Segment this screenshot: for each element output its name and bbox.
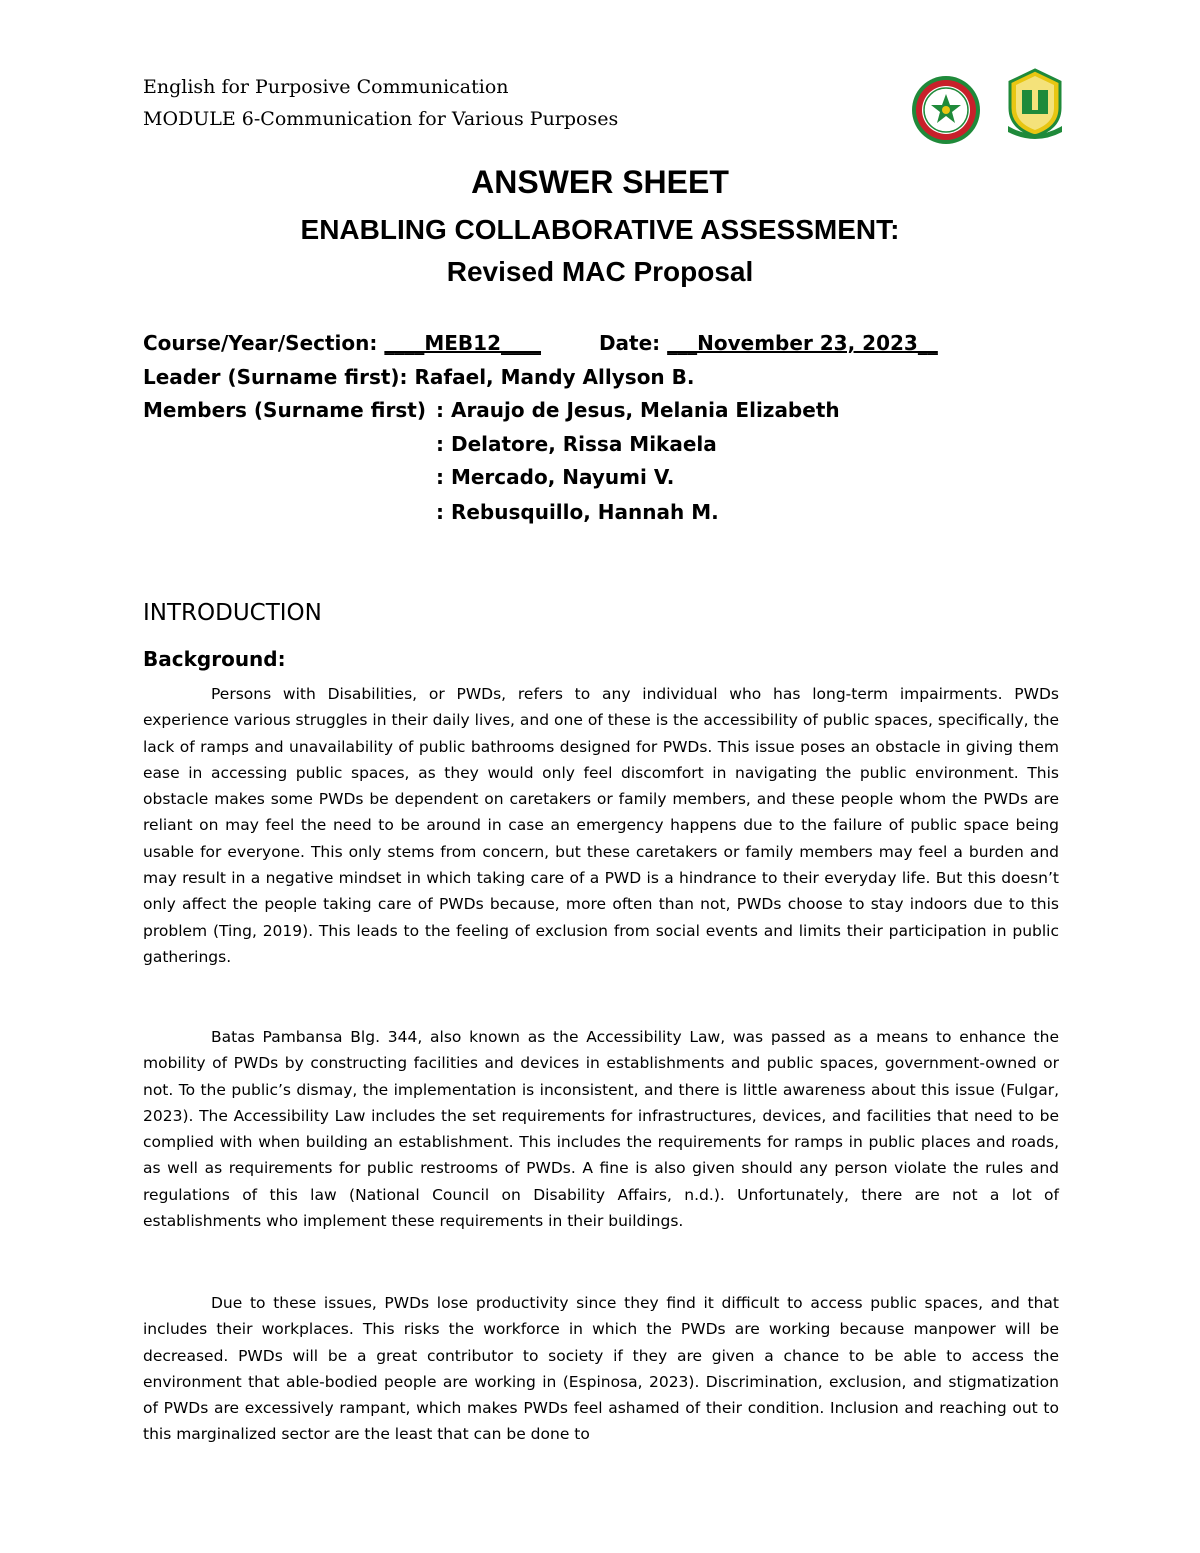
- date-label: Date:: [598, 331, 661, 355]
- member-name: : Rebusquillo, Hannah M.: [436, 500, 719, 524]
- leader-label: Leader (Surname first):: [143, 365, 408, 389]
- course-date-row: [143, 331, 938, 355]
- assessment-title: ENABLING COLLABORATIVE ASSESSMENT:: [300, 214, 900, 245]
- answer-sheet-title: ANSWER SHEET: [471, 164, 729, 200]
- section-heading: INTRODUCTION: [143, 600, 322, 626]
- body-paragraph: Due to these issues, PWDs lose productivity since they find it difficult to access public spaces, and that includes their workplaces. This risks the workforce in which the PWDs are working because manpower will be decreased. PWDs will be a great contributor to society if they are given a chance to be able to access the environment that able-bodied people are working in (Espinosa, 2023). Discrimination, exclusion, and stigmatization of PWDs are excessively rampant, which makes PWDs feel ashamed of their condition. Inclusion and reaching out to this marginalized sector are the least that can be done to: [143, 1294, 1059, 1444]
- body-paragraph: Batas Pambansa Blg. 344, also known as the Accessibility Law, was passed as a means to enhance the mobility of PWDs by constructing facilities and devices in establishments and public spaces, government-owned or not. To the public’s dismay, the implementation is inconsistent, and there is little awareness about this issue (Fulgar, 2023). The Accessibility Law includes the set requirements for infrastructures, devices, and facilities that need to be complied with when building an establishment. This includes the requirements for ramps in public places and roads, as well as requirements for public restrooms of PWDs. A fine is also given should any person violate the rules and regulations of this law (National Council on Disability Affairs, n.d.). Unfortunately, there are not a lot of establishments who implement these requirements in their buildings.: [143, 1028, 1059, 1231]
- course-label: Course/Year/Section:: [143, 331, 378, 355]
- university-seal-icon: [910, 74, 982, 146]
- course-title: English for Purposive Communication: [143, 76, 509, 98]
- course-value: ____MEB12____: [384, 331, 541, 355]
- member-name: : Delatore, Rissa Mikaela: [436, 432, 717, 456]
- sub-heading: Background:: [143, 647, 286, 671]
- date-value: ___November 23, 2023__: [667, 331, 938, 355]
- member-name: : Mercado, Nayumi V.: [436, 465, 675, 489]
- leader-row: [143, 365, 694, 389]
- proposal-title: Revised MAC Proposal: [446, 256, 754, 287]
- leader-value: Rafael, Mandy Allyson B.: [414, 365, 695, 389]
- member-name: : Araujo de Jesus, Melania Elizabeth: [436, 398, 840, 422]
- module-title: MODULE 6-Communication for Various Purposes: [143, 108, 619, 130]
- members-label: Members (Surname first): [143, 398, 426, 422]
- college-logo-icon: [1004, 68, 1066, 140]
- body-paragraph: Persons with Disabilities, or PWDs, refers to any individual who has long-term impairments. PWDs experience various struggles in their daily lives, and one of these is the accessibility of public spaces, specifically, the lack of ramps and unavailability of public bathrooms designed for PWDs. This issue poses an obstacle in giving them ease in accessing public spaces, as they would only feel discomfort in navigating the public environment. This obstacle makes some PWDs be dependent on caretakers or family members, and these people whom the PWDs are reliant on may feel the need to be around in case an emergency happens due to the failure of public space being usable for everyone. This only stems from concern, but these caretakers or family members may feel a burden and may result in a negative mindset in which taking care of a PWD is a hindrance to their everyday life. But this doesn’t only affect the people taking care of PWDs because, more often than not, PWDs choose to stay indoors due to this problem (Ting, 2019). This leads to the feeling of exclusion from social events and limits their participation in public gatherings.: [143, 685, 1059, 966]
- members-row: [143, 398, 840, 422]
